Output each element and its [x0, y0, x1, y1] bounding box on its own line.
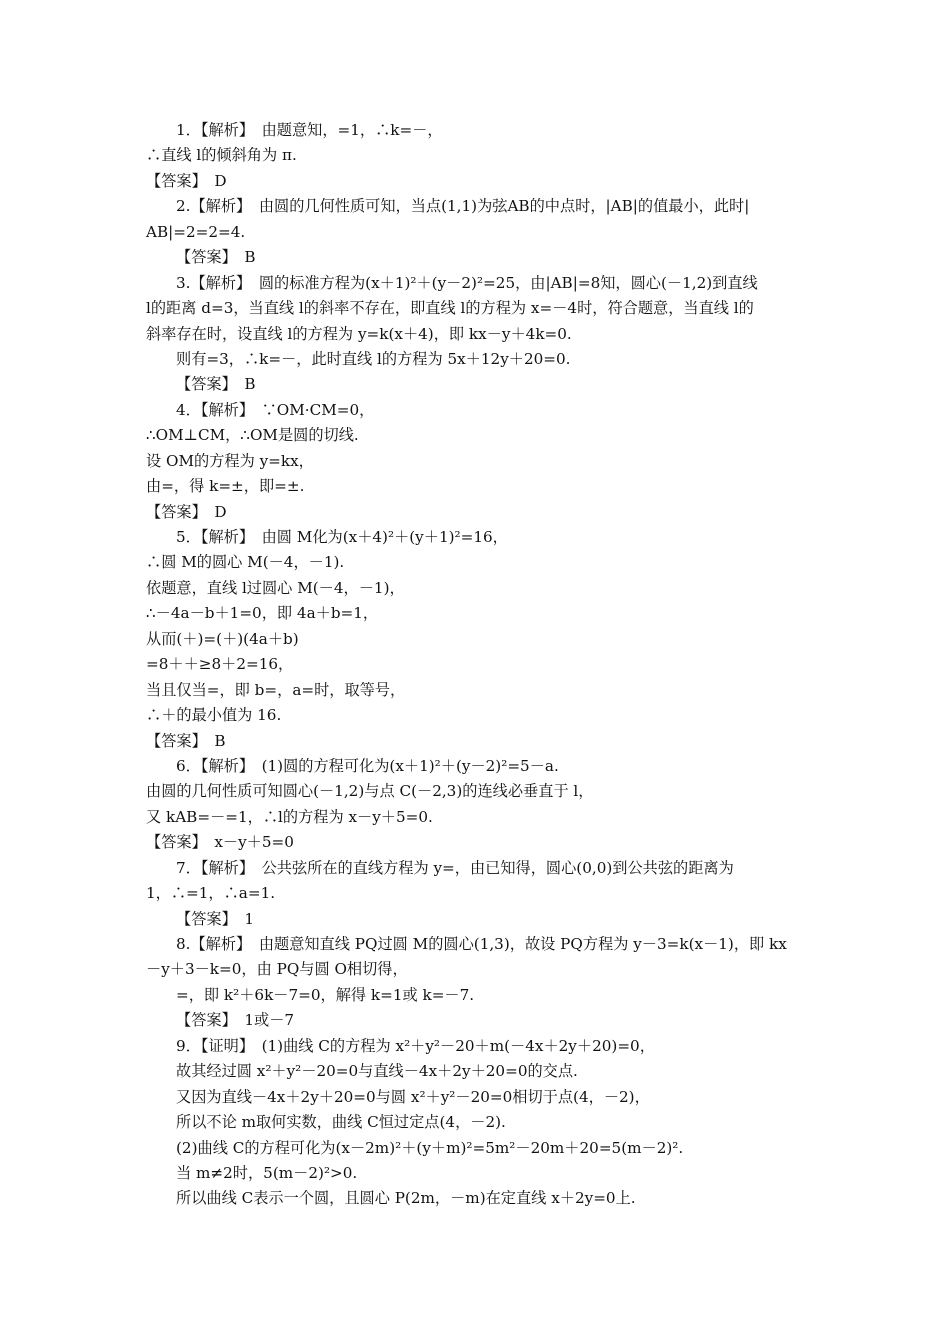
text-line: ∴－4a－b＋1=0，即 4a＋b=1， [146, 604, 379, 623]
text-line: ∴＋的最小值为 16. [146, 706, 282, 725]
text-line: 【答案】 1或－7 [176, 1011, 295, 1030]
text-line: ∴OM⊥CM，∴OM是圆的切线. [146, 426, 359, 445]
text-line: 4．【解析】 ∵OM·CM=0， [176, 400, 375, 419]
text-line: 当且仅当=，即 b=，a=时，取等号， [146, 680, 406, 699]
text-line: 斜率存在时，设直线 l的方程为 y=k(x＋4)，即 kx－y＋4k=0. [146, 324, 572, 343]
text-line: AB|=2=2=4. [146, 222, 246, 241]
text-line: ∴直线 l的倾斜角为 π. [146, 146, 297, 165]
text-line: 则有=3，∴k=－，此时直线 l的方程为 5x＋12y＋20=0. [176, 349, 571, 368]
text-line: 【答案】 x－y＋5=0 [146, 833, 294, 852]
text-line: －y＋3－k=0，由 PQ与圆 O相切得， [146, 960, 408, 979]
text-line: 【答案】 B [176, 375, 256, 394]
text-line: 7．【解析】 公共弦所在的直线方程为 y=，由已知得，圆心(0,0)到公共弦的距离为 [176, 858, 734, 877]
text-line: 1．【解析】 由题意知，=1，∴k=－， [176, 121, 443, 139]
text-line: 所以不论 m取何实数，曲线 C恒过定点(4，－2). [176, 1113, 506, 1132]
text-line: (2)曲线 C的方程可化为(x－2m)²＋(y＋m)²=5m²－20m＋20=5(m－2)². [176, 1138, 684, 1157]
text-line: 故其经过圆 x²＋y²－20=0与直线－4x＋2y＋20=0的交点. [176, 1062, 578, 1081]
text-line: 5．【解析】 由圆 M化为(x＋4)²＋(y＋1)²=16， [176, 528, 508, 546]
text-line: 从而(＋)=(＋)(4a＋b) [146, 629, 299, 648]
text-line: 6．【解析】 (1)圆的方程可化为(x＋1)²＋(y－2)²=5－a. [176, 756, 559, 775]
text-line: =8＋＋≥8＋2=16， [146, 655, 294, 674]
text-line: 【答案】 1 [176, 909, 255, 928]
text-line: 当 m≠2时，5(m－2)²>0. [176, 1163, 358, 1182]
text-line: 又 kAB=－=1，∴l的方程为 x－y＋5=0. [146, 807, 433, 826]
document-body [146, 118, 810, 1212]
text-line: 8.【解析】 由题意知直线 PQ过圆 M的圆心(1,3)，故设 PQ方程为 y－3=k(x－1)，即 kx [176, 935, 787, 953]
text-line: l的距离 d=3，当直线 l的斜率不存在，即直线 l的方程为 x=－4时，符合题意，当直线 l的 [146, 299, 754, 318]
text-line: 依题意，直线 l过圆心 M(－4，－1)， [146, 578, 405, 597]
text-line: 3.【解析】 圆的标准方程为(x＋1)²＋(y－2)²=25，由|AB|=8知，圆心(－1,2)到直线 [176, 273, 758, 292]
text-line: 【答案】 D [146, 171, 227, 190]
text-line: 【答案】 B [176, 248, 256, 267]
text-line: 2.【解析】 由圆的几何性质可知，当点(1,1)为弦AB的中点时，|AB|的值最小，此时| [176, 197, 750, 216]
text-line: 又因为直线－4x＋2y＋20=0与圆 x²＋y²－20=0相切于点(4，－2)， [176, 1087, 650, 1106]
text-line: 由=，得 k=±，即=±. [146, 477, 305, 496]
text-line: ∴圆 M的圆心 M(－4，－1). [146, 553, 345, 572]
text-line: 9．【证明】 (1)曲线 C的方程为 x²＋y²－20＋m(－4x＋2y＋20)=0， [176, 1036, 655, 1055]
text-line: 1，∴=1，∴a=1. [146, 884, 276, 903]
text-line: 【答案】 D [146, 502, 227, 521]
text-line: 设 OM的方程为 y=kx， [146, 451, 314, 470]
text-line: 所以曲线 C表示一个圆，且圆心 P(2m，－m)在定直线 x＋2y=0上. [176, 1189, 636, 1208]
text-line: =，即 k²＋6k－7=0，解得 k=1或 k=－7. [176, 985, 475, 1004]
text-line: 由圆的几何性质可知圆心(－1,2)与点 C(－2,3)的连线必垂直于 l， [146, 782, 594, 801]
text-line: 【答案】 B [146, 731, 226, 750]
